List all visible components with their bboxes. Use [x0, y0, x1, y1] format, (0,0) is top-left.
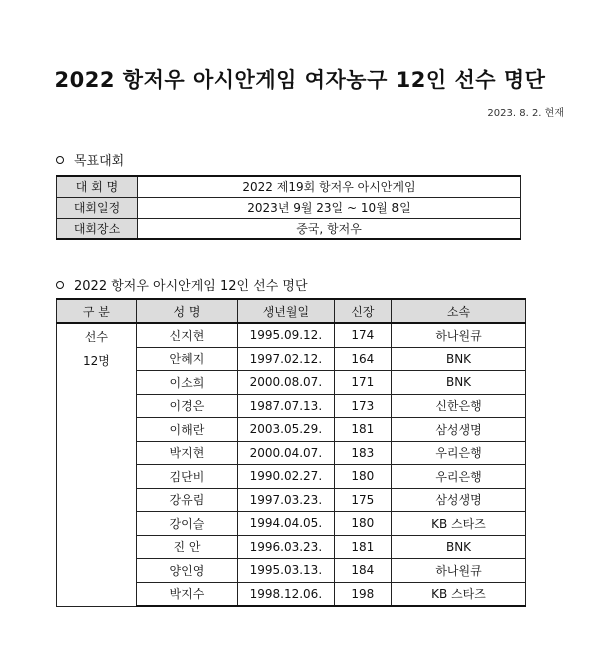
- player-team: 하나원큐: [392, 323, 526, 347]
- row-label: 대회일정: [57, 197, 138, 218]
- circle-bullet-icon: [56, 156, 64, 164]
- column-header: 신장: [334, 299, 391, 323]
- player-name: 이해란: [136, 418, 237, 442]
- event-info-table: [56, 175, 521, 240]
- player-birthdate: 1990.02.27.: [238, 465, 335, 489]
- player-height: 181: [334, 535, 391, 559]
- group-count: 12명: [82, 354, 110, 368]
- player-height: 180: [334, 465, 391, 489]
- player-height: 171: [334, 371, 391, 395]
- player-name: 박지수: [136, 582, 237, 606]
- player-team: 우리은행: [392, 441, 526, 465]
- player-name: 강이슬: [136, 512, 237, 536]
- column-header: 소속: [392, 299, 526, 323]
- player-height: 198: [334, 582, 391, 606]
- player-birthdate: 1996.03.23.: [238, 535, 335, 559]
- group-cell: [57, 323, 137, 606]
- player-height: 164: [334, 347, 391, 371]
- player-team: BNK: [392, 371, 526, 395]
- player-team: BNK: [392, 347, 526, 371]
- column-header: 성 명: [136, 299, 237, 323]
- player-name: 안혜지: [136, 347, 237, 371]
- player-birthdate: 2000.08.07.: [238, 371, 335, 395]
- player-name: 신지현: [136, 323, 237, 347]
- roster-table: [56, 298, 526, 607]
- player-height: 183: [334, 441, 391, 465]
- player-team: 우리은행: [392, 465, 526, 489]
- player-team: BNK: [392, 535, 526, 559]
- player-team: 신한은행: [392, 394, 526, 418]
- player-name: 진 안: [136, 535, 237, 559]
- table-row: [57, 197, 521, 218]
- player-team: 하나원큐: [392, 559, 526, 583]
- row-value: 2023년 9월 23일 ~ 10월 8일: [138, 197, 521, 218]
- table-row: [57, 323, 526, 347]
- player-name: 강유림: [136, 488, 237, 512]
- player-team: KB 스타즈: [392, 512, 526, 536]
- player-birthdate: 1995.03.13.: [238, 559, 335, 583]
- row-value: 중국, 항저우: [138, 218, 521, 239]
- section-heading-text: 목표대회: [74, 154, 125, 169]
- player-height: 181: [334, 418, 391, 442]
- section-heading-text: 2022 항저우 아시안게임 12인 선수 명단: [74, 279, 308, 294]
- player-birthdate: 1987.07.13.: [238, 394, 335, 418]
- player-birthdate: 1994.04.05.: [238, 512, 335, 536]
- player-birthdate: 1995.09.12.: [238, 323, 335, 347]
- column-header: 생년월일: [238, 299, 335, 323]
- page-title: 2022 항저우 아시안게임 여자농구 12인 선수 명단: [54, 68, 546, 92]
- player-birthdate: 1998.12.06.: [238, 582, 335, 606]
- row-label: 대회장소: [57, 218, 138, 239]
- section-heading-roster: [56, 275, 308, 294]
- table-row: [57, 218, 521, 239]
- group-label: 선수: [84, 330, 108, 344]
- section-heading-event: [56, 150, 124, 169]
- player-team: KB 스타즈: [392, 582, 526, 606]
- player-team: 삼성생명: [392, 488, 526, 512]
- column-header: 구 분: [57, 299, 137, 323]
- player-name: 김단비: [136, 465, 237, 489]
- player-birthdate: 1997.03.23.: [238, 488, 335, 512]
- player-name: 박지현: [136, 441, 237, 465]
- player-height: 175: [334, 488, 391, 512]
- player-birthdate: 1997.02.12.: [238, 347, 335, 371]
- circle-bullet-icon: [56, 281, 64, 289]
- table-row: [57, 176, 521, 197]
- table-header-row: [57, 299, 526, 323]
- player-height: 173: [334, 394, 391, 418]
- player-height: 184: [334, 559, 391, 583]
- player-name: 이경은: [136, 394, 237, 418]
- player-team: 삼성생명: [392, 418, 526, 442]
- player-birthdate: 2003.05.29.: [238, 418, 335, 442]
- player-name: 양인영: [136, 559, 237, 583]
- date-stamp: 2023. 8. 2. 현재: [487, 108, 564, 119]
- player-height: 180: [334, 512, 391, 536]
- player-birthdate: 2000.04.07.: [238, 441, 335, 465]
- player-name: 이소희: [136, 371, 237, 395]
- row-label: 대 회 명: [57, 176, 138, 197]
- row-value: 2022 제19회 항저우 아시안게임: [138, 176, 521, 197]
- player-height: 174: [334, 323, 391, 347]
